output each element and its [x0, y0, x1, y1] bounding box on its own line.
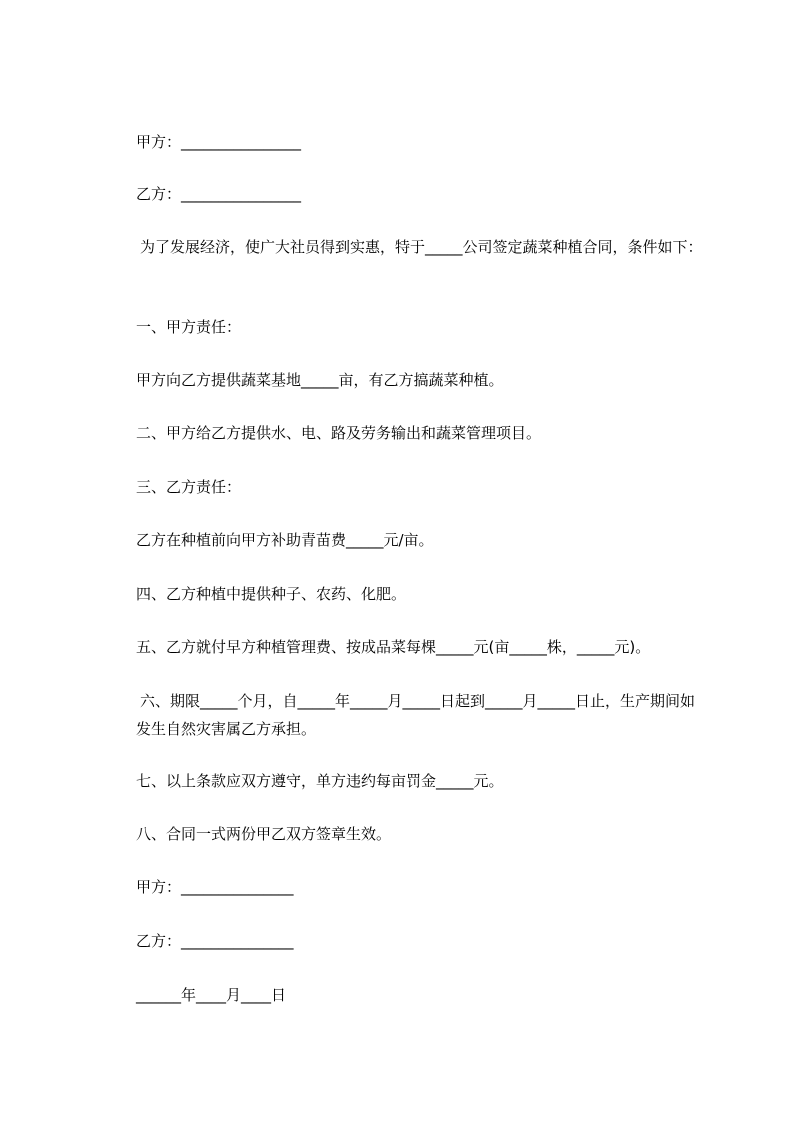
section-3-body: 乙方在种植前向甲方补助青苗费_____元/亩。 — [136, 531, 434, 549]
party-b-signature-line-top: 乙方：________________ — [136, 185, 302, 203]
section-7: 七、以上条款应双方遵守，单方违约每亩罚金_____元。 — [136, 772, 504, 790]
section-2: 二、甲方给乙方提供水、电、路及劳务输出和蔬菜管理项目。 — [136, 424, 542, 442]
section-6: 六、期限_____个月，自_____年_____月_____日起到_____月_____日止，生产期间如发生自然灾害属乙方承担。 — [136, 692, 696, 738]
section-8: 八、合同一式两份甲乙双方签章生效。 — [136, 825, 392, 843]
intro-paragraph: 为了发展经济，使广大社员得到实惠，特于_____公司签定蔬菜种植合同，条件如下： — [140, 238, 703, 256]
party-a-signature-line-top: 甲方：________________ — [136, 133, 302, 151]
section-4: 四、乙方种植中提供种子、农药、化肥。 — [136, 585, 407, 603]
party-a-signature-line-bottom: 甲方：_______________ — [136, 878, 294, 896]
section-1-title: 一、甲方责任： — [136, 318, 242, 336]
section-3-title: 三、乙方责任： — [136, 478, 242, 496]
signing-date-line: ______年____月____日 — [136, 986, 287, 1004]
section-1-body: 甲方向乙方提供蔬菜基地_____亩，有乙方搞蔬菜种植。 — [136, 371, 504, 389]
section-5: 五、乙方就付早方种植管理费、按成品菜每棵_____元(亩_____株，_____元)。 — [136, 638, 651, 656]
party-b-signature-line-bottom: 乙方：_______________ — [136, 932, 294, 950]
